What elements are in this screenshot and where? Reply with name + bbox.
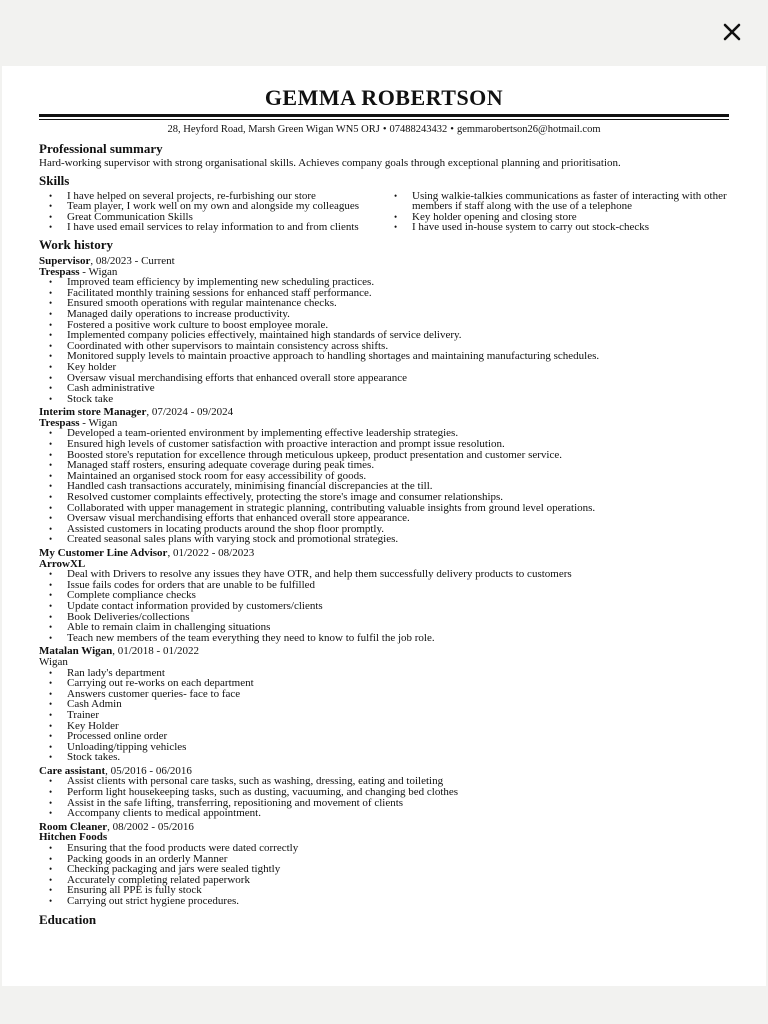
job-bullets [39, 776, 729, 818]
job-bullet: • Complete compliance checks [67, 590, 729, 601]
job-location: Wigan [39, 655, 68, 668]
contact-phone: 07488243432 [389, 124, 448, 135]
job-bullet: • Able to remain claim in challenging situations [67, 622, 729, 633]
job-bullet: • Maintained an organised stock room for easy accessibility of goods. [67, 471, 729, 482]
job-role: Interim store Manager [39, 406, 147, 419]
contact-line [39, 123, 729, 137]
job-bullet: • Handled cash transactions accurately, minimising financial discrepancies at the till. [67, 481, 729, 492]
section-title-education: Education [39, 911, 97, 927]
job-bullet: • Unloading/tipping vehicles [67, 742, 729, 753]
job-bullet: • Improved team efficiency by implementing new scheduling practices. [67, 277, 729, 288]
job-bullet: • Developed a team-oriented environment by implementing effective leadership strategies. [67, 428, 729, 439]
job-bullet: • Monitored supply levels to maintain proactive approach to handling shortages and maintaining manufacturing schedules. [67, 351, 729, 362]
skill-item: • I have used email services to relay information to and from clients [67, 222, 384, 233]
job-bullet: • Ensuring all PPE is fully stock [67, 885, 729, 896]
job-location: - Wigan [79, 416, 118, 429]
job-role: Room Cleaner [39, 820, 108, 833]
job-role: Matalan Wigan [39, 645, 113, 658]
job-bullet: • Deal with Drivers to resolve any issues they have OTR, and help them successfully delivery products to customers [67, 569, 729, 580]
job-location: - Wigan [79, 265, 118, 278]
job-bullet: • Implemented company policies effectively, maintained high standards of service delivery. [67, 330, 729, 341]
job-bullet: • Key Holder [67, 721, 729, 732]
skills-list-right [384, 191, 729, 233]
job-heading [39, 822, 729, 833]
job-bullets [39, 668, 729, 763]
close-button[interactable] [720, 20, 744, 44]
candidate-name: GEMMA ROBERTSON [264, 85, 504, 110]
job-role: Care assistant [39, 764, 106, 777]
skill-item: • Team player, I work well on my own and alongside my colleagues [67, 201, 384, 212]
contact-separator: • [382, 124, 387, 135]
header-rule-thick [39, 114, 729, 117]
job-bullet: • Key holder [67, 362, 729, 373]
job-bullet: • Created seasonal sales plans with varying stock and promotional strategies. [67, 534, 729, 545]
job-bullet: • Cash administrative [67, 383, 729, 394]
section-title-skills: Skills [39, 172, 70, 188]
job-bullet: • Update contact information provided by customers/clients [67, 601, 729, 612]
job-role: My Customer Line Advisor [39, 547, 168, 559]
job-heading [39, 548, 729, 559]
skill-item: • Using walkie-talkies communications as faster of interacting with other members if staff along with the use of a telephone [412, 191, 729, 212]
job-bullet: • Cash Admin [67, 699, 729, 710]
job-bullet: • Trainer [67, 710, 729, 721]
job-dates: , 01/2018 - 01/2022 [112, 645, 200, 658]
job-employer: Trespass [39, 265, 80, 278]
job-bullet: • Collaborated with upper management in strategic planning, contributing valuable insights from ground level operations. [67, 503, 729, 514]
header-rule-thin [39, 119, 729, 120]
job-bullet: • Fostered a positive work culture to boost employee morale. [67, 320, 729, 331]
job-heading [39, 256, 729, 267]
job-bullet: • Resolved customer complaints effectively, protecting the store's image and consumer relationships. [67, 492, 729, 503]
job-employer: Hitchen Foods [39, 831, 108, 844]
viewer-bottom-bar [0, 986, 768, 1024]
job-bullet: • Oversaw visual merchandising efforts that enhanced overall store appearance [67, 373, 729, 384]
skill-item: • I have helped on several projects, re-furbishing our store [67, 191, 384, 202]
job-bullet: • Ran lady's department [67, 668, 729, 679]
skill-item: • I have used in-house system to carry out stock-checks [412, 222, 729, 233]
resume [39, 84, 729, 928]
section-title-summary: Professional summary [39, 141, 163, 156]
contact-email: gemmarobertson26@hotmail.com [456, 124, 601, 135]
job-bullet: • Ensured smooth operations with regular maintenance checks. [67, 298, 729, 309]
job-bullet: • Facilitated monthly training sessions for enhanced staff performance. [67, 288, 729, 299]
job-dates: , 01/2022 - 08/2023 [167, 547, 255, 559]
job-bullet: • Accompany clients to medical appointment. [67, 808, 729, 819]
job-bullet: • Boosted store's reputation for excellence through meticulous upkeep, product presentation and customer service. [67, 450, 729, 461]
job-bullet: • Checking packaging and jars were sealed tightly [67, 864, 729, 875]
job-bullets [39, 569, 729, 643]
job-role: Supervisor [39, 254, 91, 267]
contact-separator: • [450, 124, 454, 135]
job-employer: Trespass [39, 416, 80, 429]
skill-item: • Key holder opening and closing store [412, 212, 729, 223]
skill-item: • Great Communication Skills [67, 212, 384, 223]
job-dates: , 08/2023 - Current [90, 254, 175, 267]
job-bullet: • Assist in the safe lifting, transferring, repositioning and movement of clients [67, 798, 729, 809]
job-bullet: • Answers customer queries- face to face [67, 689, 729, 700]
job-bullets [39, 277, 729, 404]
job-bullet: • Packing goods in an orderly Manner [67, 854, 729, 865]
job-bullet: • Stock takes. [67, 752, 729, 763]
job-bullet: • Assist clients with personal care tasks, such as washing, dressing, eating and toileting [67, 776, 729, 787]
job-bullet: • Assisted customers in locating products around the shop floor promptly. [67, 524, 729, 535]
job-bullet: • Teach new members of the team everything they need to know to fulfil the job role. [67, 633, 729, 644]
summary-text: Hard-working supervisor with strong organisational skills. Achieves company goals through exceptional planning and prioritisation. [39, 157, 621, 169]
job-bullet: • Ensuring that the food products were dated correctly [67, 843, 729, 854]
skills-list-left [39, 191, 384, 233]
job-bullet: • Issue fails codes for orders that are unable to be fulfilled [67, 580, 729, 591]
job-bullet: • Managed staff rosters, ensuring adequate coverage during peak times. [67, 460, 729, 471]
job-bullet: • Processed online order [67, 731, 729, 742]
job-bullet: • Carrying out strict hygiene procedures. [67, 896, 729, 907]
job-bullets [39, 843, 729, 907]
job-dates: , 05/2016 - 06/2016 [105, 764, 192, 777]
job-bullet: • Stock take [67, 394, 729, 405]
job-bullet: • Carrying out re-works on each department [67, 678, 729, 689]
section-title-work-history: Work history [39, 236, 114, 252]
job-bullet: • Accurately completing related paperwork [67, 875, 729, 886]
document-page [2, 66, 766, 986]
job-bullet: • Managed daily operations to increase productivity. [67, 309, 729, 320]
job-heading [39, 646, 729, 657]
viewer-top-bar [0, 0, 768, 66]
job-employer-line [39, 657, 729, 668]
contact-address: 28, Heyford Road, Marsh Green Wigan WN5 ORJ [167, 124, 380, 135]
job-bullet: • Coordinated with other supervisors to maintain consistency across shifts. [67, 341, 729, 352]
job-bullet: • Ensured high levels of customer satisfaction with proactive interaction and prompt issue resolution. [67, 439, 729, 450]
job-bullet: • Oversaw visual merchandising efforts that enhanced overall store appearance. [67, 513, 729, 524]
job-bullet: • Book Deliveries/collections [67, 612, 729, 623]
job-bullet: • Perform light housekeeping tasks, such as dusting, vacuuming, and changing bed clothes [67, 787, 729, 798]
job-heading [39, 407, 729, 418]
job-bullets [39, 428, 729, 545]
skills-columns [39, 191, 729, 233]
close-icon [722, 22, 742, 42]
job-employer: ArrowXL [39, 557, 86, 570]
job-dates: , 08/2002 - 05/2016 [107, 820, 194, 833]
job-dates: , 07/2024 - 09/2024 [146, 406, 234, 419]
